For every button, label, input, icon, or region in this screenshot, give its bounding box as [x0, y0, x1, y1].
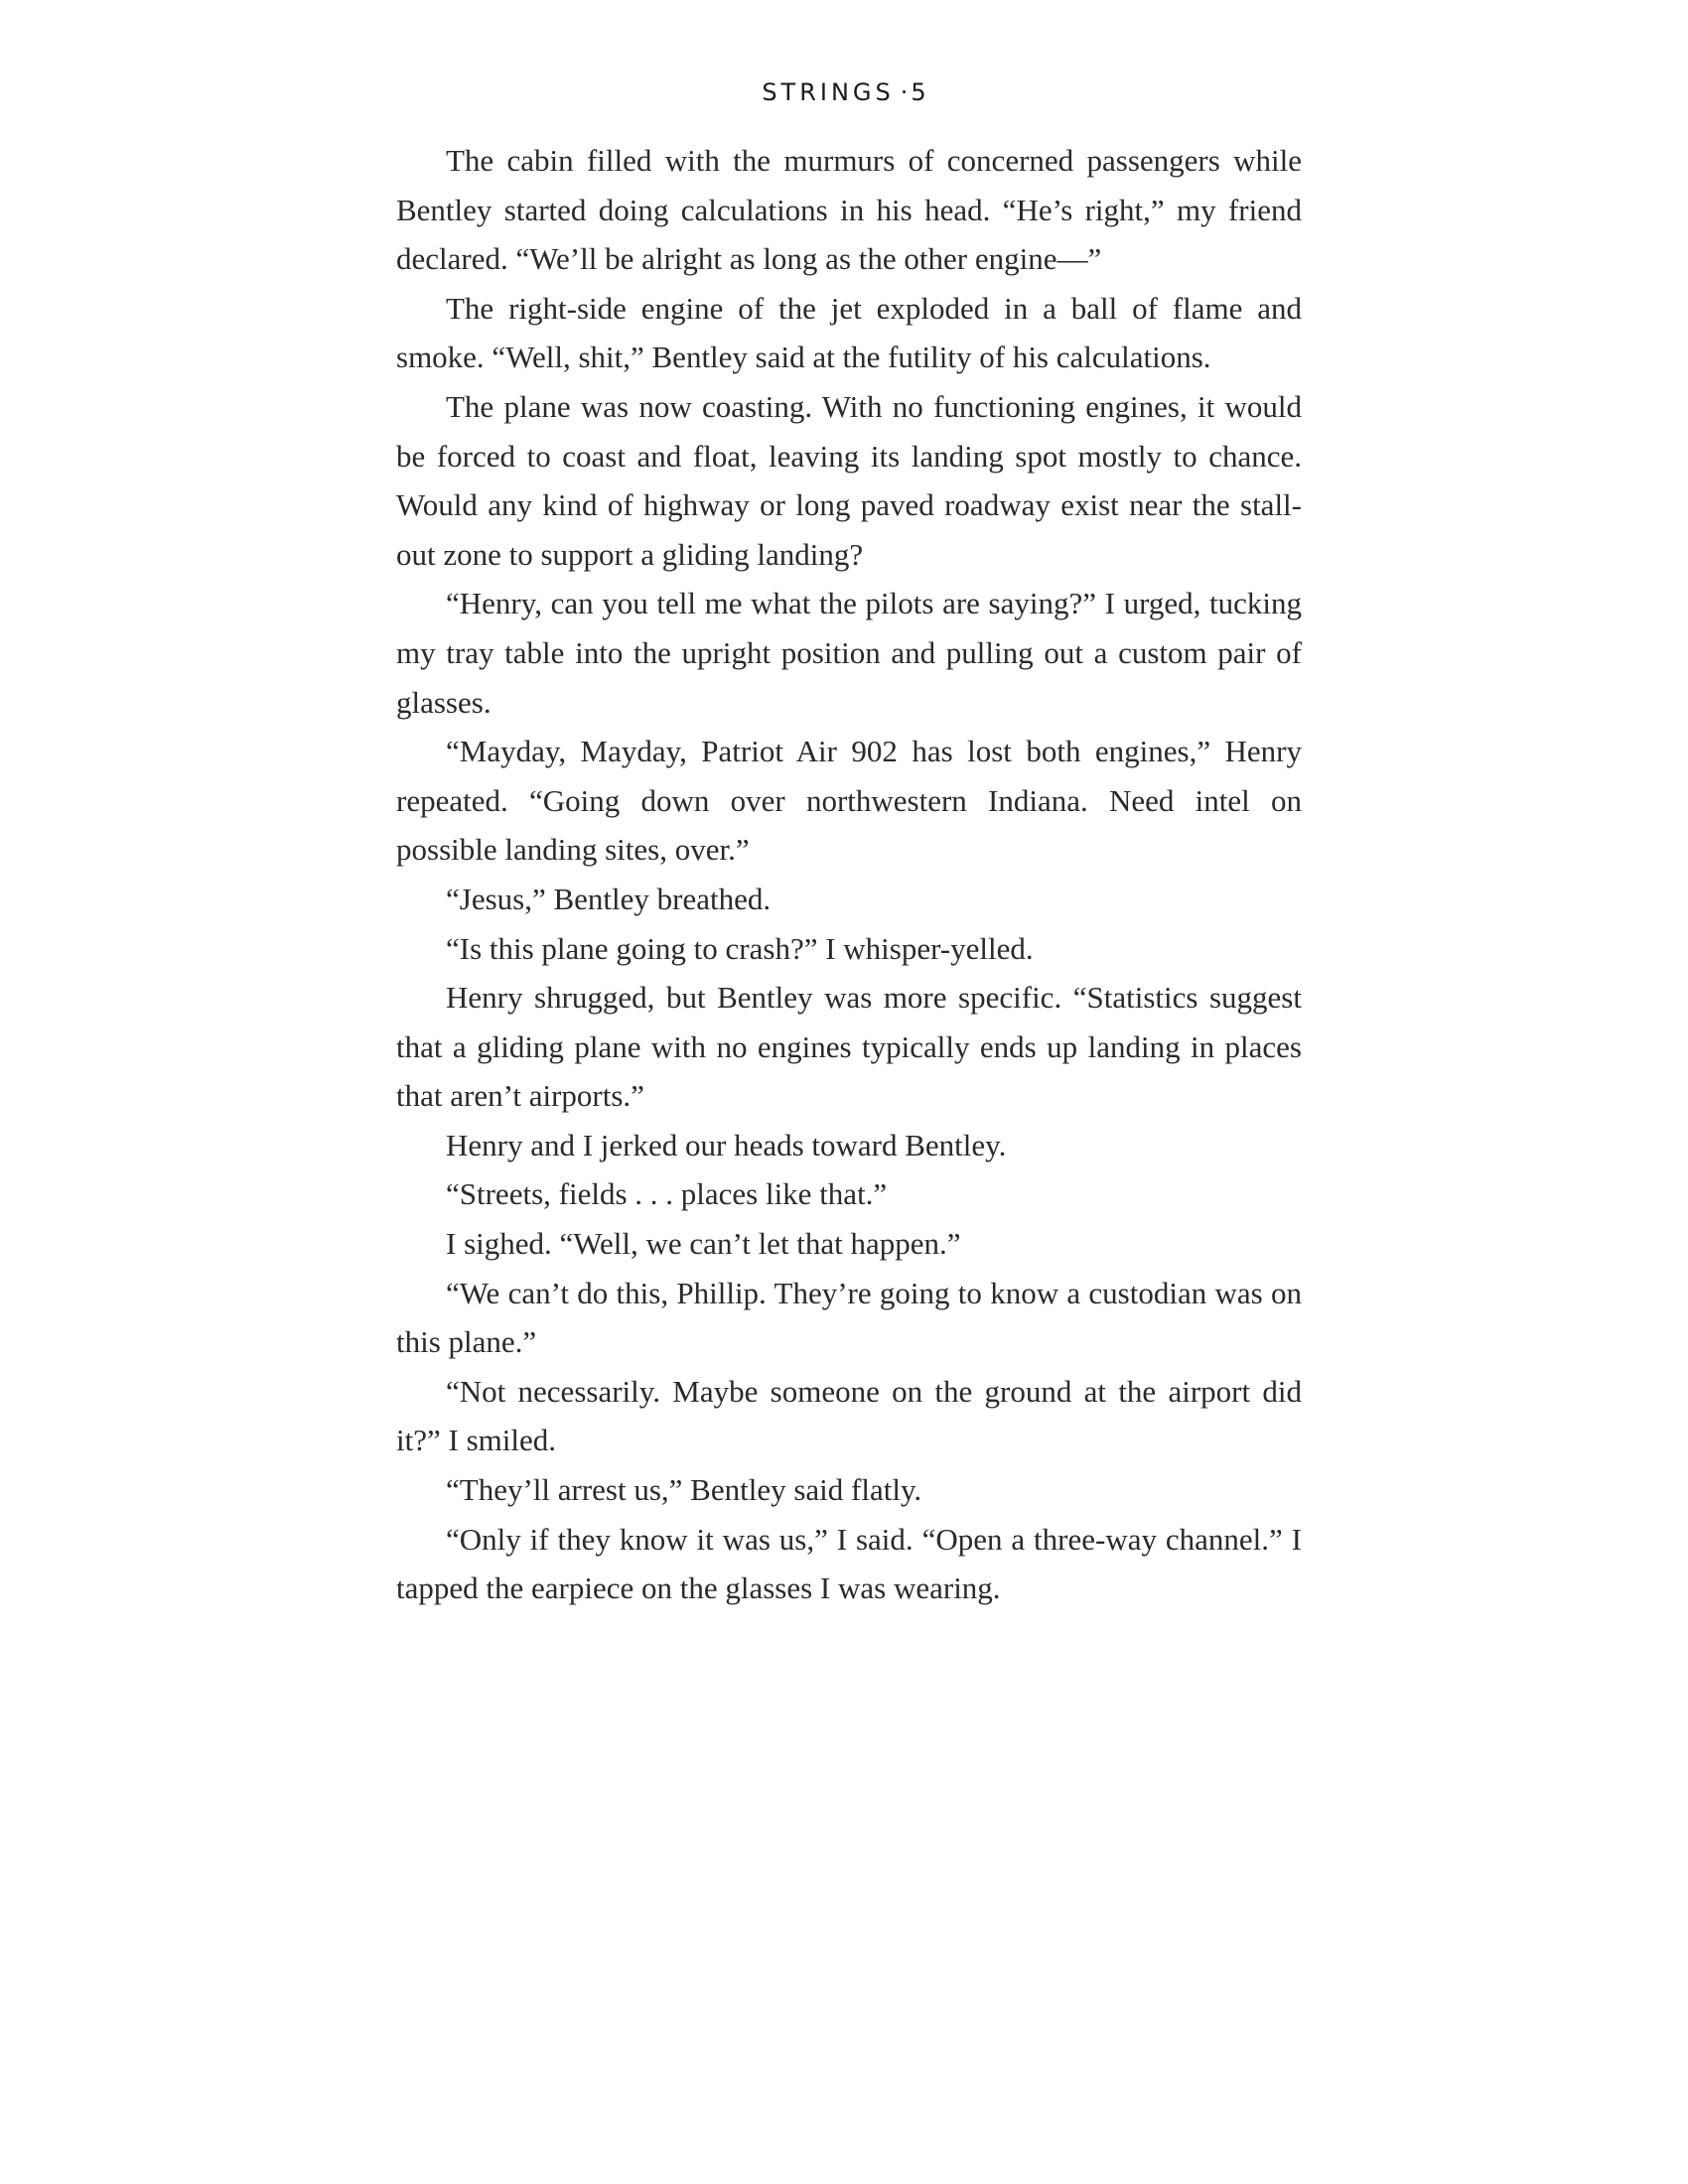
- paragraph: Henry and I jerked our heads toward Bentley.: [446, 1127, 1007, 1162]
- body-text: [396, 136, 1302, 1613]
- paragraph: The right-side engine of the jet exploded in a ball of flame and smoke. “Well, shit,” Bentley said at the futility of his calculations.: [396, 290, 1302, 375]
- paragraph: “Not necessarily. Maybe someone on the ground at the airport did it?” I smiled.: [396, 1373, 1302, 1458]
- paragraph: I sighed. “Well, we can’t let that happen.”: [446, 1226, 961, 1262]
- paragraph: The cabin filled with the murmurs of concerned passengers while Bentley started doing calculations in his head. “He’s right,” my friend declared. “We’ll be alright as long as the other engine—”: [396, 143, 1302, 277]
- header-separator: ·: [900, 78, 909, 106]
- running-title: STRINGS: [762, 78, 895, 106]
- paragraph: “Is this plane going to crash?” I whisper-yelled.: [446, 930, 1034, 966]
- paragraph: “Jesus,” Bentley breathed.: [446, 881, 772, 916]
- page-number: 5: [911, 78, 926, 106]
- running-head: [0, 77, 1688, 107]
- paragraph: “Streets, fields . . . places like that.”: [446, 1176, 888, 1212]
- paragraph: “Only if they know it was us,” I said. “Open a three-way channel.” I tapped the earpiece on the glasses I was wearing.: [396, 1521, 1302, 1606]
- paragraph: “We can’t do this, Phillip. They’re going to know a custodian was on this plane.”: [396, 1275, 1302, 1360]
- paragraph: “Henry, can you tell me what the pilots are saying?” I urged, tucking my tray table into the upright position and pulling out a custom pair of glasses.: [396, 586, 1302, 720]
- paragraph: The plane was now coasting. With no functioning engines, it would be forced to coast and float, leaving its landing spot mostly to chance. Would any kind of highway or long paved roadway exist near the stall-out zone to support a gliding landing?: [396, 388, 1302, 572]
- paragraph: “Mayday, Mayday, Patriot Air 902 has lost both engines,” Henry repeated. “Going down over northwestern Indiana. Need intel on possible landing sites, over.”: [396, 734, 1302, 868]
- paragraph: Henry shrugged, but Bentley was more specific. “Statistics suggest that a gliding plane with no engines typically ends up landing in places that aren’t airports.”: [396, 980, 1302, 1114]
- paragraph: “They’ll arrest us,” Bentley said flatly.: [446, 1472, 922, 1508]
